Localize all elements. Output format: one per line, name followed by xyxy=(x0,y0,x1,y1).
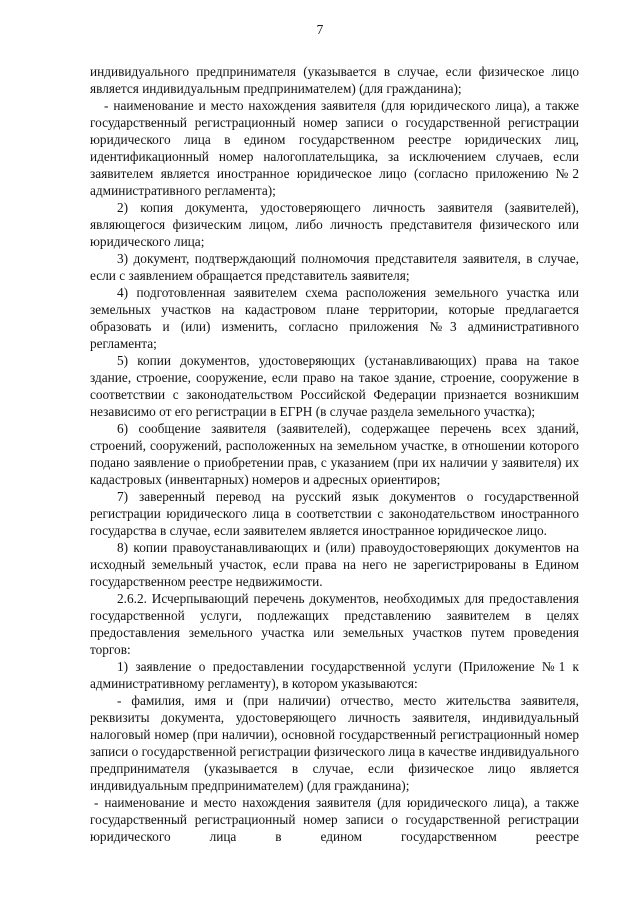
paragraph-item-4: 4) подготовленная заявителем схема расположения земельного участка или земельных участков на кадастровом плане территории, которые предлагается образовать и (или) изменить, согласно приложения №3 административного регламента; xyxy=(90,285,579,351)
paragraph-item-5: 5) копии документов, удостоверяющих (устанавливающих) права на такое здание, строение, сооружение, если право на такое здание, строение, сооружение в соответствии с законодательством Российской Федерации признается возникшим независимо от его регистрации в ЕГРН (в случае раздела земельного участка); xyxy=(90,353,579,419)
paragraph-item-3: 3) документ, подтверждающий полномочия представителя заявителя, в случае, если с заявлением обращается представитель заявителя; xyxy=(90,251,579,283)
paragraph-item-8: 8) копии правоустанавливающих и (или) правоудостоверяющих документов на исходный земельный участок, если права на него не зарегистрированы в Едином государственном реестре недвижимости. xyxy=(90,540,579,589)
paragraph-continuation: индивидуального предпринимателя (указывается в случае, если физическое лицо является индивидуальным предпринимателем) (для гражданина); xyxy=(90,64,579,96)
page-number: 7 xyxy=(316,22,324,37)
paragraph-item-2: 2) копия документа, удостоверяющего личность заявителя (заявителей), являющегося физическим лицом, либо личность представителя физического или юридического лица; xyxy=(90,200,579,249)
paragraph-legal-entity-details-2: - наименование и место нахождения заявителя (для юридического лица), а также государственный регистрационный номер записи о государственной регистрации юридического лица в едином государственном реестре xyxy=(90,795,579,844)
document-body xyxy=(90,63,579,845)
paragraph-item-6: 6) сообщение заявителя (заявителей), содержащее перечень всех зданий, строений, сооружений, расположенных на земельном участке, в отношении которого подано заявление о приобретении прав, с указанием (при их наличии у заявителя) их кадастровых (инвентарных) номеров и адресных ориентиров; xyxy=(90,421,579,487)
paragraph-legal-entity-details: - наименование и место нахождения заявителя (для юридического лица), а также государственный регистрационный номер записи о государственной регистрации юридического лица в едином государственном реестре юридических лиц, идентификационный номер налогоплательщика, за исключением случаев, если заявителем является иностранное юридическое лицо (согласно приложению №2 административного регламента); xyxy=(90,98,579,198)
paragraph-item-7: 7) заверенный перевод на русский язык документов о государственной регистрации юридического лица в соответствии с законодательством иностранного государства в случае, если заявителем является иностранное юридическое лицо. xyxy=(90,489,579,538)
paragraph-section-2-6-2: 2.6.2. Исчерпывающий перечень документов, необходимых для предоставления государственной услуги, подлежащих представлению заявителем в целях предоставления земельного участка или земельных участков путем проведения торгов: xyxy=(90,591,579,657)
paragraph-citizen-details: - фамилия, имя и (при наличии) отчество, место жительства заявителя, реквизиты документа, удостоверяющего личность заявителя, индивидуальный налоговый номер (при наличии), основной государственный регистрационный номер записи о государственной регистрации физического лица в качестве индивидуального предпринимателя (указывается в случае, если физическое лицо является индивидуальным предпринимателем) (для гражданина); xyxy=(90,693,579,793)
paragraph-application-item-1: 1) заявление о предоставлении государственной услуги (Приложение №1 к административному регламенту), в котором указываются: xyxy=(90,659,579,691)
